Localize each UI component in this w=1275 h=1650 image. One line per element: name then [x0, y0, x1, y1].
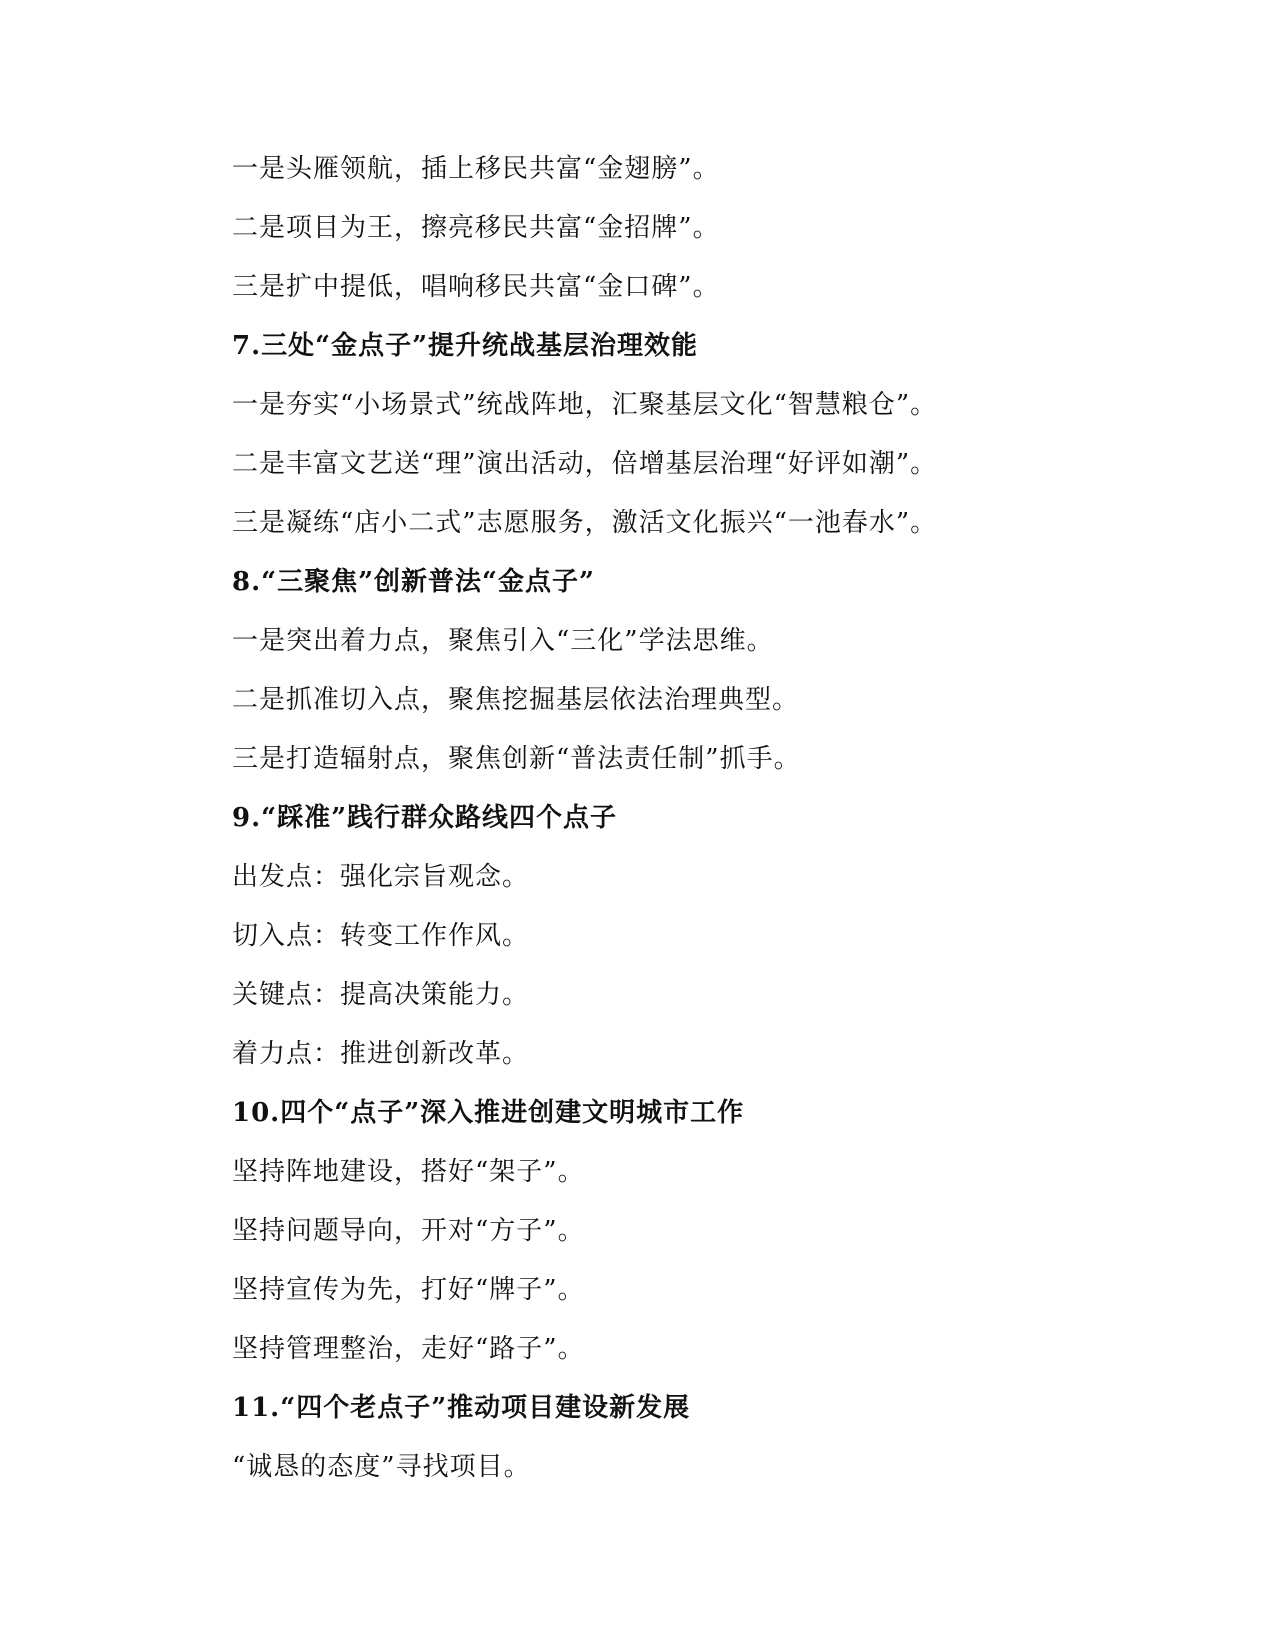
body-line: 一是夯实“小场景式”统战阵地，汇聚基层文化“智慧粮仓”。	[232, 390, 938, 420]
body-line: 坚持宣传为先，打好“牌子”。	[232, 1275, 585, 1305]
body-line: 切入点：转变工作作风。	[232, 921, 530, 951]
section-heading: 9.“踩准”践行群众路线四个点子	[232, 803, 618, 833]
body-line: 二是丰富文艺送“理”演出活动，倍增基层治理“好评如潮”。	[232, 449, 938, 479]
body-line: 坚持问题导向，开对“方子”。	[232, 1216, 585, 1246]
body-line: 一是头雁领航，插上移民共富“金翅膀”。	[232, 154, 720, 184]
body-line: 关键点：提高决策能力。	[232, 980, 530, 1010]
body-line: 一是突出着力点，聚焦引入“三化”学法思维。	[232, 626, 774, 656]
body-line: 出发点：强化宗旨观念。	[232, 862, 530, 892]
body-line: 坚持阵地建设，搭好“架子”。	[232, 1157, 585, 1187]
section-heading: 10.四个“点子”深入推进创建文明城市工作	[232, 1098, 745, 1128]
body-line: “诚恳的态度”寻找项目。	[232, 1452, 531, 1482]
body-line: 坚持管理整治，走好“路子”。	[232, 1334, 585, 1364]
document-body	[232, 140, 1112, 1497]
body-line: 二是项目为王，擦亮移民共富“金招牌”。	[232, 213, 720, 243]
body-line: 三是打造辐射点，聚焦创新“普法责任制”抓手。	[232, 744, 801, 774]
body-line: 二是抓准切入点，聚焦挖掘基层依法治理典型。	[232, 685, 800, 715]
body-line: 着力点：推进创新改革。	[232, 1039, 530, 1069]
section-heading: 7.三处“金点子”提升统战基层治理效能	[232, 331, 699, 361]
body-line: 三是凝练“店小二式”志愿服务，激活文化振兴“一池春水”。	[232, 508, 938, 538]
body-line: 三是扩中提低，唱响移民共富“金口碑”。	[232, 272, 720, 302]
section-heading: 11.“四个老点子”推动项目建设新发展	[232, 1393, 691, 1423]
section-heading: 8.“三聚焦”创新普法“金点子”	[232, 567, 595, 597]
